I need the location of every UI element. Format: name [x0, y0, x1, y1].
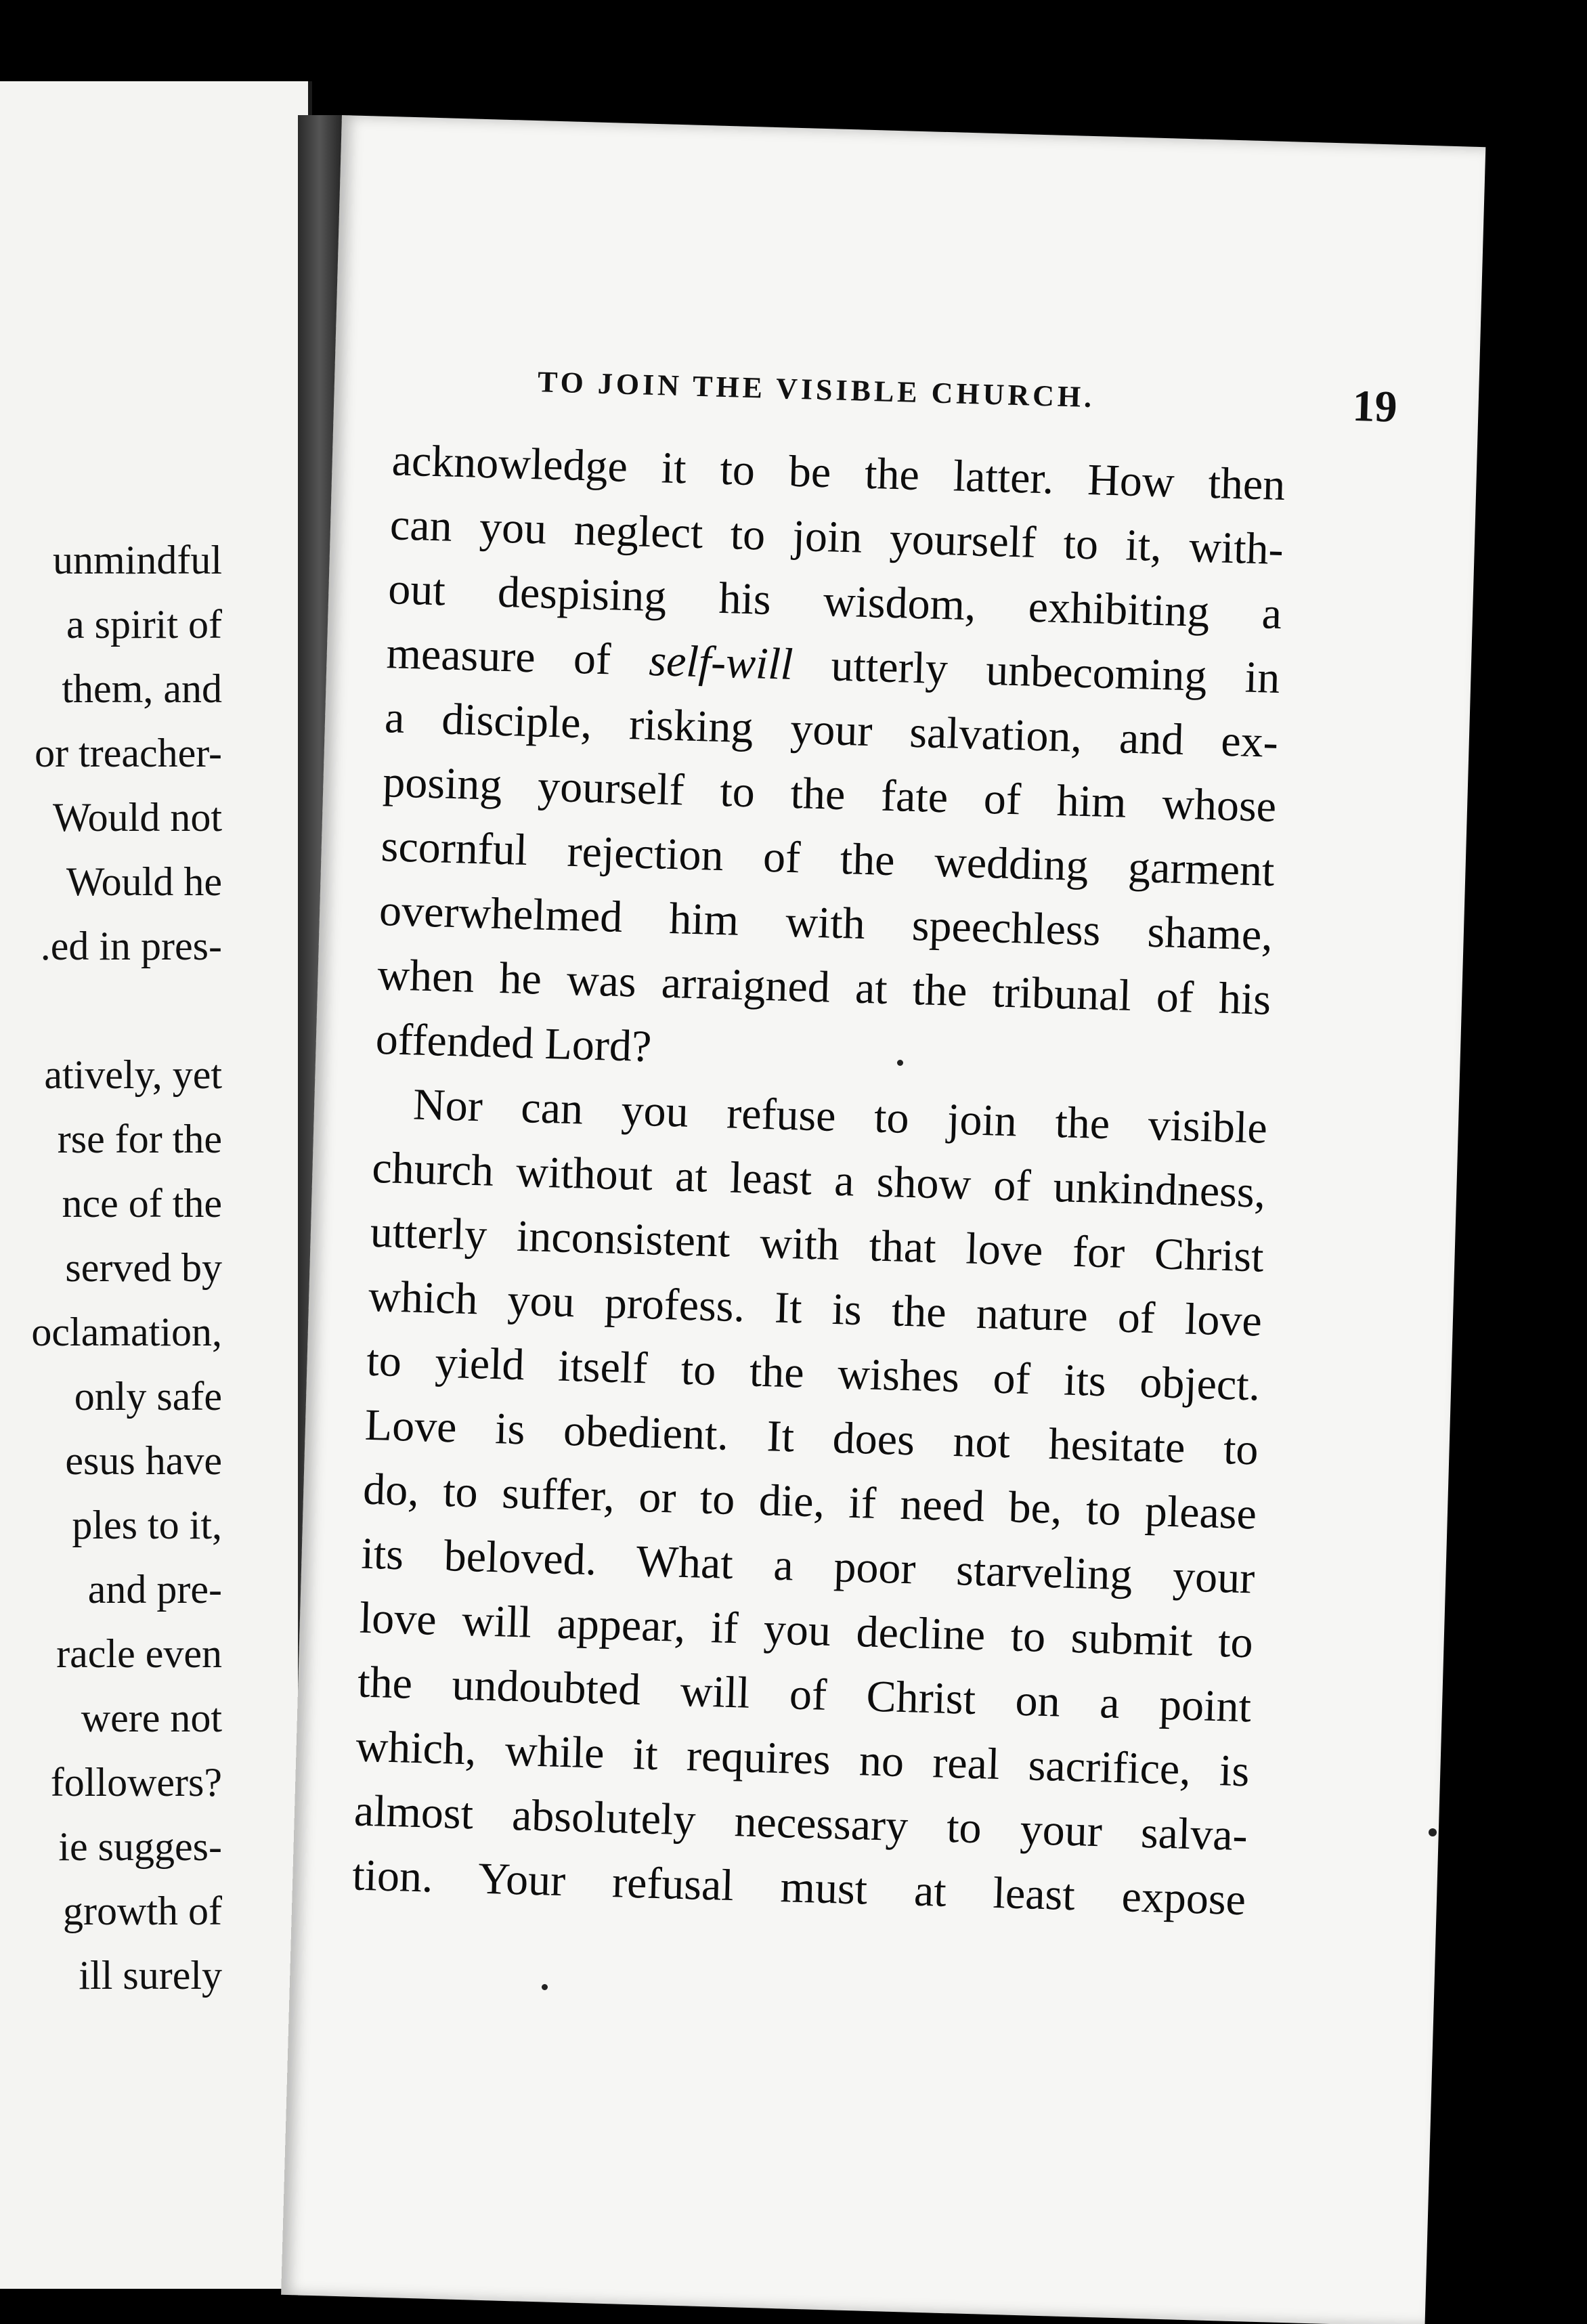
- text-line: love will appear, if you decline to submit to: [359, 1593, 1254, 1668]
- italic-phrase: self-will: [648, 635, 794, 689]
- left-page-line: esus have: [65, 1438, 222, 1483]
- right-page: [281, 115, 1485, 2324]
- left-page-line: rse for the: [57, 1117, 222, 1161]
- left-page-line: racle even: [56, 1631, 222, 1676]
- left-page-line: Would he: [66, 859, 222, 904]
- text-line: posing yourself to the fate of him whose: [382, 757, 1278, 832]
- left-page-line: ples to it,: [72, 1503, 222, 1547]
- left-page-line: ie sugges-: [58, 1824, 222, 1869]
- text-line: can you neglect to join yourself to it, with-: [389, 500, 1284, 575]
- left-page-line: and pre-: [87, 1567, 222, 1612]
- text-line: when he was arraigned at the tribunal of his: [376, 949, 1272, 1025]
- left-page-line: oclamation,: [31, 1310, 222, 1354]
- left-page-line: them, and: [62, 666, 222, 711]
- text-segment: utterly unbecoming in: [830, 641, 1281, 703]
- left-page-line: a spirit of: [66, 602, 222, 647]
- scan-speck: [542, 1984, 548, 1990]
- left-page-line: were not: [81, 1696, 222, 1740]
- left-page-line: served by: [65, 1245, 222, 1290]
- text-line: which, while it requires no real sacrifice, is: [355, 1721, 1251, 1796]
- scan-speck: [1429, 1828, 1437, 1836]
- left-page-line: atively, yet: [44, 1052, 222, 1097]
- left-page-line: growth of: [63, 1889, 222, 1933]
- running-title: TO JOIN THE VISIBLE CHURCH.: [537, 365, 1095, 414]
- text-line: out despising his wisdom, exhibiting a: [387, 564, 1282, 639]
- text-line: Love is obedient. It does not hesitate to: [364, 1400, 1259, 1475]
- scan-speck: [897, 1060, 903, 1066]
- text-line: utterly inconsistent with that love for Christ: [369, 1207, 1265, 1282]
- left-page-line: Would not: [52, 795, 222, 840]
- text-line: scornful rejection of the wedding garment: [380, 821, 1276, 896]
- text-line: overwhelmed him with speechless shame,: [378, 886, 1274, 960]
- left-page-line: or treacher-: [35, 731, 222, 775]
- text-segment: measure of: [385, 628, 612, 685]
- text-line: the undoubted will of Christ on a point: [357, 1657, 1252, 1732]
- left-page-line: [0, 978, 222, 1043]
- left-page-text: [0, 528, 222, 2008]
- text-line: offended Lord?: [374, 1014, 653, 1072]
- running-header: [537, 358, 1418, 443]
- text-line: a disciple, risking your salvation, and ex-: [384, 693, 1279, 767]
- left-page-line: followers?: [50, 1760, 222, 1805]
- body-text: [351, 428, 1286, 1932]
- text-line: to yield itself to the wishes of its object.: [366, 1335, 1261, 1411]
- page-number: 19: [1351, 381, 1398, 432]
- left-page-line: .ed in pres-: [40, 924, 222, 968]
- text-line: acknowledge it to be the latter. How then: [391, 435, 1286, 511]
- text-line: almost absolutely necessary to your salva-: [353, 1786, 1248, 1861]
- text-line: church without at least a show of unkindness,: [371, 1142, 1267, 1218]
- text-line: do, to suffer, or to die, if need be, to please: [362, 1464, 1257, 1539]
- text-line: which you profess. It is the nature of love: [368, 1271, 1263, 1346]
- left-page-line: unmindful: [53, 538, 222, 582]
- text-line: Nor can you refuse to join the visible: [412, 1079, 1268, 1153]
- left-facing-page: [0, 81, 312, 2289]
- left-page-line: nce of the: [62, 1181, 222, 1226]
- left-page-line: only safe: [74, 1374, 222, 1419]
- text-line: its beloved. What a poor starveling your: [360, 1528, 1256, 1604]
- text-line: tion. Your refusal must at least expose: [351, 1850, 1246, 1925]
- left-page-line: ill surely: [79, 1953, 222, 1998]
